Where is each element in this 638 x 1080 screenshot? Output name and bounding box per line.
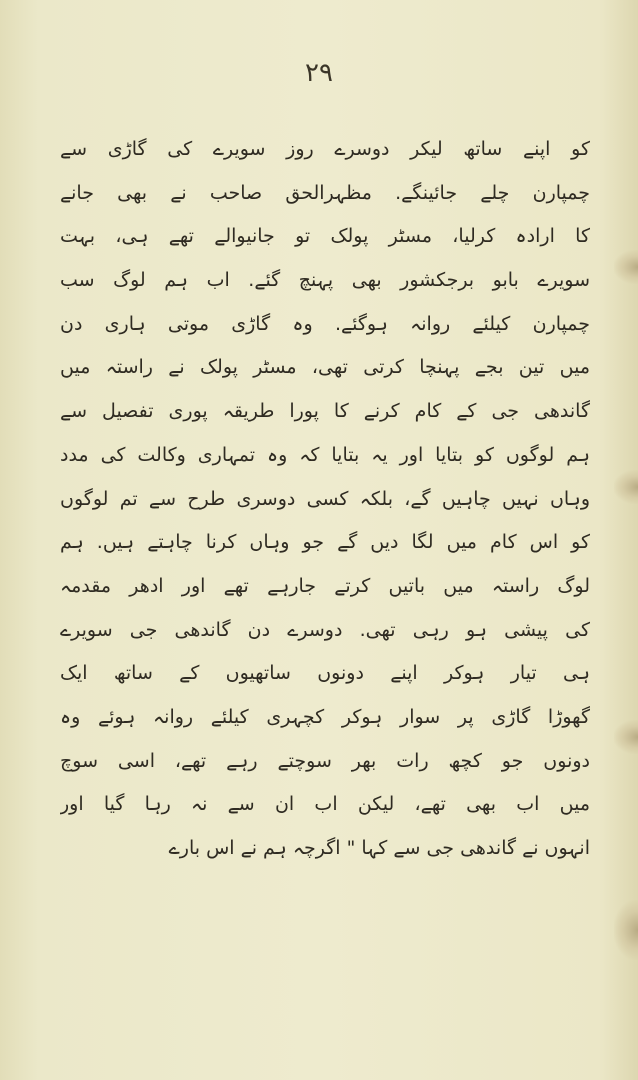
text-line-9: وہاں نہیں چاہیں گے، بلکہ کسی دوسری طرح سے تم لوگوں <box>60 487 590 510</box>
text-line-13: ہی تیار ہوکر اپنے دونوں ساتھیوں کے ساتھ ایک <box>60 662 590 685</box>
paper-edge-stain <box>614 900 638 960</box>
text-line-2: چمپارن چلے جائینگے. مظہرالحق صاحب نے بھی جانے <box>60 181 590 204</box>
text-line-14: گھوڑا گاڑی پر سوار ہوکر کچہری کیلئے روانہ ہوئے وہ <box>60 705 590 728</box>
text-line-1: کو اپنے ساتھ لیکر دوسرے روز سویرے کی گاڑی سے <box>60 138 590 160</box>
text-line-7: گاندھی جی کے کام کرنے کا پورا طریقہ پوری تفصیل سے <box>60 400 590 423</box>
text-line-5: چمپارن کیلئے روانہ ہوگئے. وہ گاڑی موتی ہاری دن <box>60 312 590 335</box>
text-line-16: میں اب بھی تھے، لیکن اب ان سے نہ رہا گیا اور <box>60 793 590 816</box>
text-line-11: لوگ راستہ میں باتیں کرتے جارہے تھے اور ادھر مقدمہ <box>60 574 590 597</box>
text-line-15: دونوں جو کچھ رات بھر سوچتے رہے تھے، اسی سوچ <box>60 749 590 772</box>
text-line-17: انہوں نے گاندھی جی سے کہا " اگرچہ ہم نے اس بارے <box>168 837 590 859</box>
paper-edge-stain <box>614 470 638 504</box>
text-line-8: ہم لوگوں کو بتایا اور یہ بتایا کہ وہ تمہاری وکالت کی مدد <box>60 443 590 466</box>
page-number: ۲۹ <box>305 58 333 88</box>
text-line-6: میں تین بجے پہنچا کرتی تھی، مسٹر پولک نے راستہ میں <box>60 356 590 379</box>
text-line-3: کا ارادہ کرلیا، مسٹر پولک تو جانیوالے تھے ہی، بہت <box>60 225 590 248</box>
text-line-10: کو اس کام میں لگا دیں گے جو وہاں کرنا چاہتے ہیں. ہم <box>60 531 590 554</box>
paper-edge-stain <box>614 250 638 284</box>
paper-edge-stain <box>614 720 638 754</box>
text-line-12: کی پیشی ہو رہی تھی. دوسرے دن گاندھی جی سویرے <box>60 618 590 641</box>
text-line-4: سویرے بابو برجکشور بھی پہنچ گئے. اب ہم لوگ سب <box>60 269 590 292</box>
urdu-text-body <box>60 128 590 871</box>
